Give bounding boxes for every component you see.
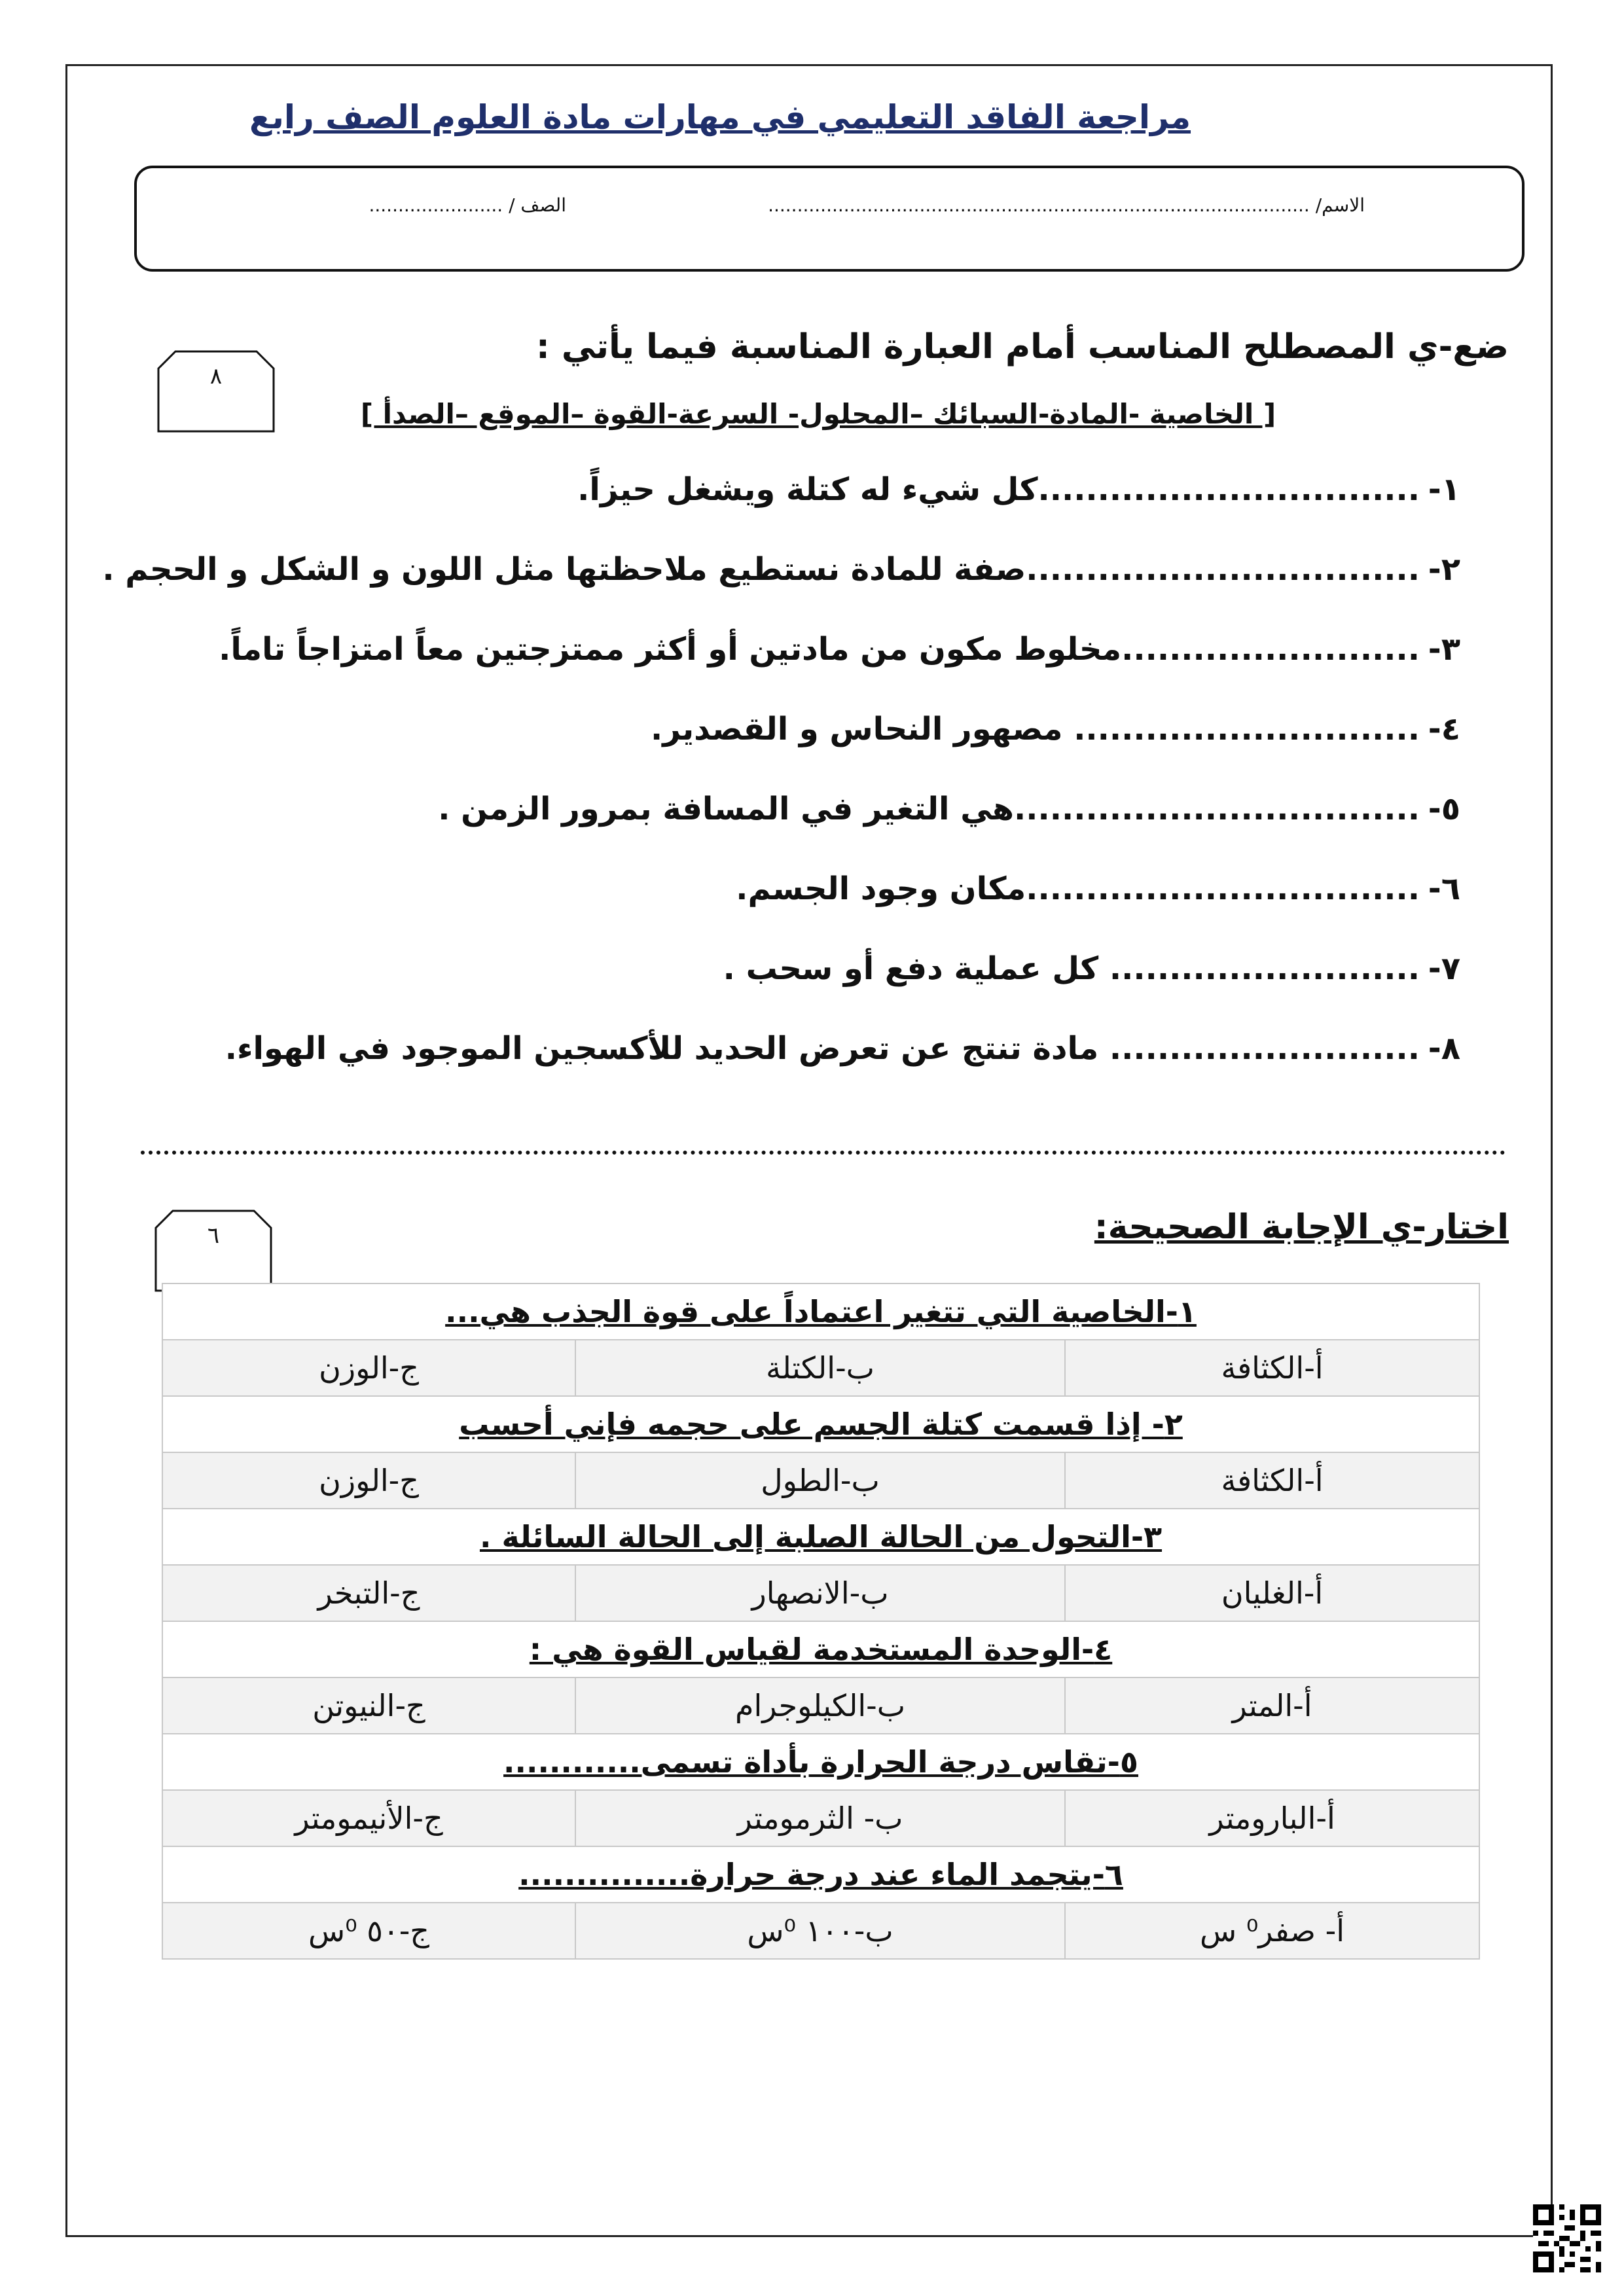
mcq-option[interactable]: ب-الطول: [575, 1452, 1065, 1509]
question-number: ٥-: [1428, 791, 1460, 827]
word-bank: [ الخاصية -المادة-السبائك –المحلول- السرعة-القوة –الموقع –الصدأ ]: [360, 398, 1276, 430]
fill-question: [102, 551, 1460, 588]
mcq-option[interactable]: أ-البارومتر: [1065, 1790, 1479, 1846]
mcq-option[interactable]: ج-النيوتن: [162, 1677, 575, 1734]
mcq-options-row: [162, 1565, 1479, 1621]
mcq-option[interactable]: ب-١٠٠ ⁰س: [575, 1903, 1065, 1959]
mcq-options-row: [162, 1340, 1479, 1396]
section2-score-box: [154, 1210, 272, 1292]
mcq-option[interactable]: ج-الأنيمومتر: [162, 1790, 575, 1846]
mcq-question: ٢- إذا قسمت كتلة الجسم على حجمه فإني أحسب: [459, 1407, 1183, 1442]
student-info-box: [134, 166, 1525, 272]
question-number: ٣-: [1428, 631, 1460, 668]
mcq-table: [162, 1283, 1480, 1960]
mcq-option[interactable]: أ-المتر: [1065, 1677, 1479, 1734]
mcq-question: ٣-التحول من الحالة الصلبة إلى الحالة السائلة .: [479, 1519, 1163, 1554]
mcq-question-row: [162, 1283, 1479, 1340]
question-number: ٦-: [1428, 870, 1460, 907]
question-text: .................................مكان وجود الجسم.: [736, 870, 1420, 907]
question-number: ٤-: [1428, 711, 1460, 747]
fill-question: [651, 711, 1460, 747]
section1-title: ضع-ي المصطلح المناسب أمام العبارة المناسبة فيما يأتي :: [535, 327, 1509, 367]
fill-question: [723, 950, 1460, 987]
section2-title: اختار-ي الإجابة الصحيحة:: [1094, 1208, 1509, 1247]
question-text: ..................................هي التغير في المسافة بمرور الزمن .: [438, 791, 1420, 827]
question-text: ............................. مصهور النحاس و القصدير.: [651, 711, 1420, 747]
section1-score: ٨: [209, 363, 223, 389]
section-divider: [141, 1151, 1506, 1155]
question-number: ٧-: [1428, 950, 1460, 987]
fill-question: [736, 870, 1460, 907]
mcq-options-row: [162, 1903, 1479, 1959]
question-text: .................................صفة للمادة نستطيع ملاحظتها مثل اللون و الشكل و الحجم .: [102, 551, 1420, 588]
mcq-option[interactable]: أ-الكثافة: [1065, 1452, 1479, 1509]
question-number: ١-: [1428, 471, 1460, 508]
mcq-question-row: [162, 1734, 1479, 1790]
question-number: ٨-: [1428, 1030, 1460, 1067]
mcq-option[interactable]: ج-٥٠ ⁰س: [162, 1903, 575, 1959]
mcq-option[interactable]: ج-التبخر: [162, 1565, 575, 1621]
mcq-option[interactable]: ب-الكيلوجرام: [575, 1677, 1065, 1734]
mcq-question: ٦-يتجمد الماء عند درجة حرارة...............: [518, 1857, 1123, 1892]
mcq-question: ١-الخاصية التي تتغير اعتماداً على قوة الجذب هي...: [445, 1294, 1197, 1329]
mcq-question: ٥-تقاس درجة الحرارة بأداة تسمى............: [503, 1744, 1138, 1780]
question-text: .......................... كل عملية دفع أو سحب .: [723, 950, 1420, 987]
fill-question: [225, 1030, 1460, 1067]
mcq-option[interactable]: ج-الوزن: [162, 1340, 575, 1396]
mcq-question-row: [162, 1509, 1479, 1565]
mcq-option[interactable]: ب-الكتلة: [575, 1340, 1065, 1396]
question-number: ٢-: [1428, 551, 1460, 588]
mcq-question-row: [162, 1396, 1479, 1452]
fill-question: [577, 471, 1460, 508]
mcq-option[interactable]: أ-الغليان: [1065, 1565, 1479, 1621]
fill-question: [438, 791, 1460, 827]
mcq-question-row: [162, 1846, 1479, 1903]
question-text: .........................مخلوط مكون من مادتين أو أكثر ممتزجتين معاً امتزاجاً تاماً.: [219, 631, 1420, 668]
mcq-options-row: [162, 1790, 1479, 1846]
mcq-option[interactable]: ج-الوزن: [162, 1452, 575, 1509]
question-text: ................................كل شيء له كتلة ويشغل حيزاً.: [577, 471, 1420, 508]
section1-score-box: [157, 350, 275, 433]
mcq-options-row: [162, 1452, 1479, 1509]
mcq-question-row: [162, 1621, 1479, 1677]
page-title: مراجعة الفاقد التعليمي في مهارات مادة العلوم الصف رابع: [249, 98, 1191, 136]
mcq-option[interactable]: أ- صفر⁰ س: [1065, 1903, 1479, 1959]
mcq-option[interactable]: ب-الانصهار: [575, 1565, 1065, 1621]
class-field[interactable]: الصف / .......................: [369, 194, 566, 216]
qr-code-icon: [1533, 2204, 1601, 2272]
question-text: .......................... مادة تنتج عن تعرض الحديد للأكسجين الموجود في الهواء.: [225, 1030, 1420, 1067]
mcq-option[interactable]: أ-الكثافة: [1065, 1340, 1479, 1396]
mcq-option[interactable]: ب- الثرمومتر: [575, 1790, 1065, 1846]
section2-score: ٦: [207, 1223, 220, 1249]
name-field[interactable]: الاسم/ .............................................................................................: [768, 194, 1365, 216]
mcq-options-row: [162, 1677, 1479, 1734]
mcq-question: ٤-الوحدة المستخدمة لقياس القوة هي :: [529, 1632, 1113, 1667]
fill-question: [219, 631, 1460, 668]
